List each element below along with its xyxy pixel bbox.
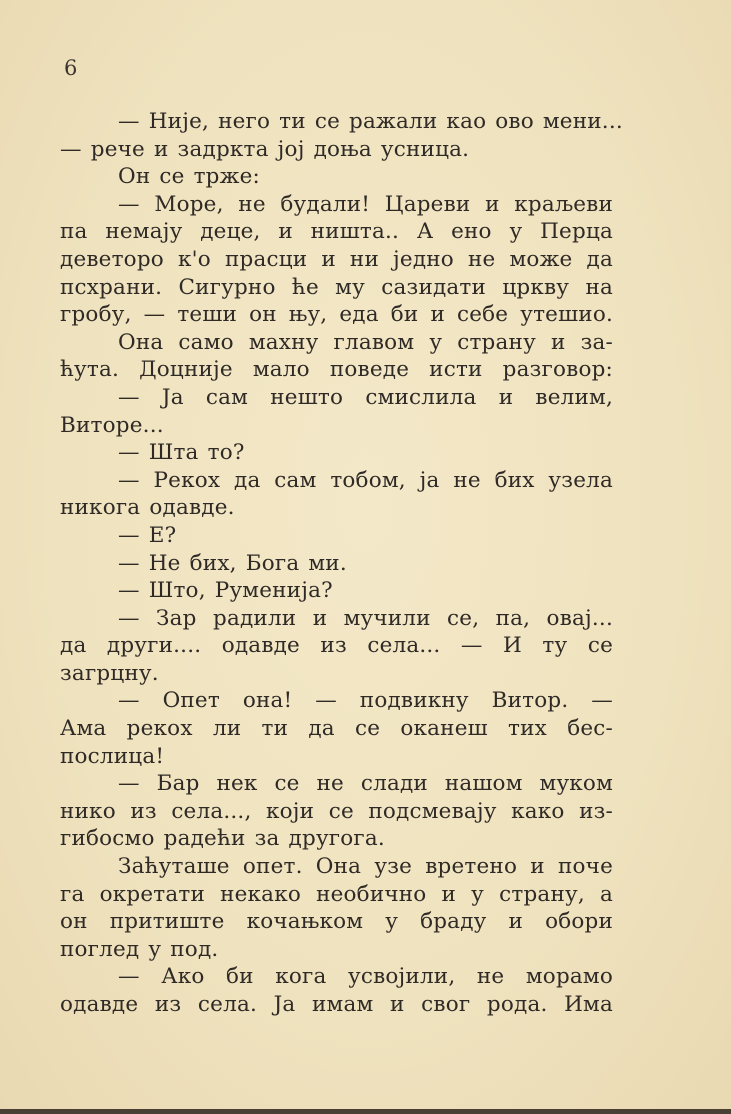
text-line: — Море, не будали! Цареви и краљеви xyxy=(118,191,613,217)
text-line: — Шта то? xyxy=(118,440,245,466)
text-line: гробу, — теши он њу, еда би и себе утешио. xyxy=(60,302,613,328)
text-line: па немају деце, и ништа.. А ено у Перца xyxy=(60,219,613,245)
text-line: да други.... одавде из села... — И ту се xyxy=(60,633,613,659)
text-line: Она само махну главом у страну и за- xyxy=(118,329,613,355)
body-text xyxy=(60,108,623,1019)
text-line: послица! xyxy=(60,743,165,769)
text-line: — Не бих, Бога ми. xyxy=(118,550,347,576)
text-line: деветоро к'о прасци и ни једно не може да xyxy=(60,246,613,272)
text-line: — Рекох да сам тобом, ја не бих узела xyxy=(118,467,613,493)
text-line: га окретати некако необично и у страну, а xyxy=(60,881,613,907)
text-line: Виторе... xyxy=(60,412,164,438)
text-line: Заћуташе опет. Она узе вретено и поче xyxy=(118,854,613,880)
text-line: ћута. Доцније мало поведе исти разговор: xyxy=(60,357,613,383)
text-line: — Што, Руменија? xyxy=(118,578,333,604)
text-line: он притиште кочањком у браду и обори xyxy=(60,909,613,935)
text-line: одавде из села. Ја имам и свог рода. Има xyxy=(60,992,613,1017)
text-line: псхрани. Сигурно ће му сазидати цркву на xyxy=(60,274,613,300)
text-line: нико из села..., који се подсмевају како из- xyxy=(60,798,613,824)
text-line: Ама рекох ли ти да се оканеш тих бес- xyxy=(60,716,613,742)
text-line: никога одавде. xyxy=(60,495,235,521)
text-line: — рече и задркта јој доња усница. xyxy=(60,136,470,162)
page-bottom-edge xyxy=(0,1109,731,1114)
text-line: Он се трже: xyxy=(118,164,260,190)
text-line: — Бар нек се не слади нашом муком xyxy=(118,771,613,797)
text-line: поглед у под. xyxy=(60,936,219,962)
page-number: 6 xyxy=(64,56,78,80)
text-line: — Ја сам нешто смислила и велим, xyxy=(118,384,613,410)
text-line: гибосмо радећи за другога. xyxy=(60,826,385,852)
text-line: — Зар радили и мучили се, па, овај... xyxy=(118,605,613,631)
text-line: — Ако би кога усвојили, не морамо xyxy=(118,964,613,990)
text-line: — Е? xyxy=(118,522,177,548)
text-line: загрцну. xyxy=(60,660,159,686)
text-line: — Опет она! — подвикну Витор. — xyxy=(118,688,613,714)
text-line: — Није, него ти се ражали као ово мени... xyxy=(118,109,623,134)
